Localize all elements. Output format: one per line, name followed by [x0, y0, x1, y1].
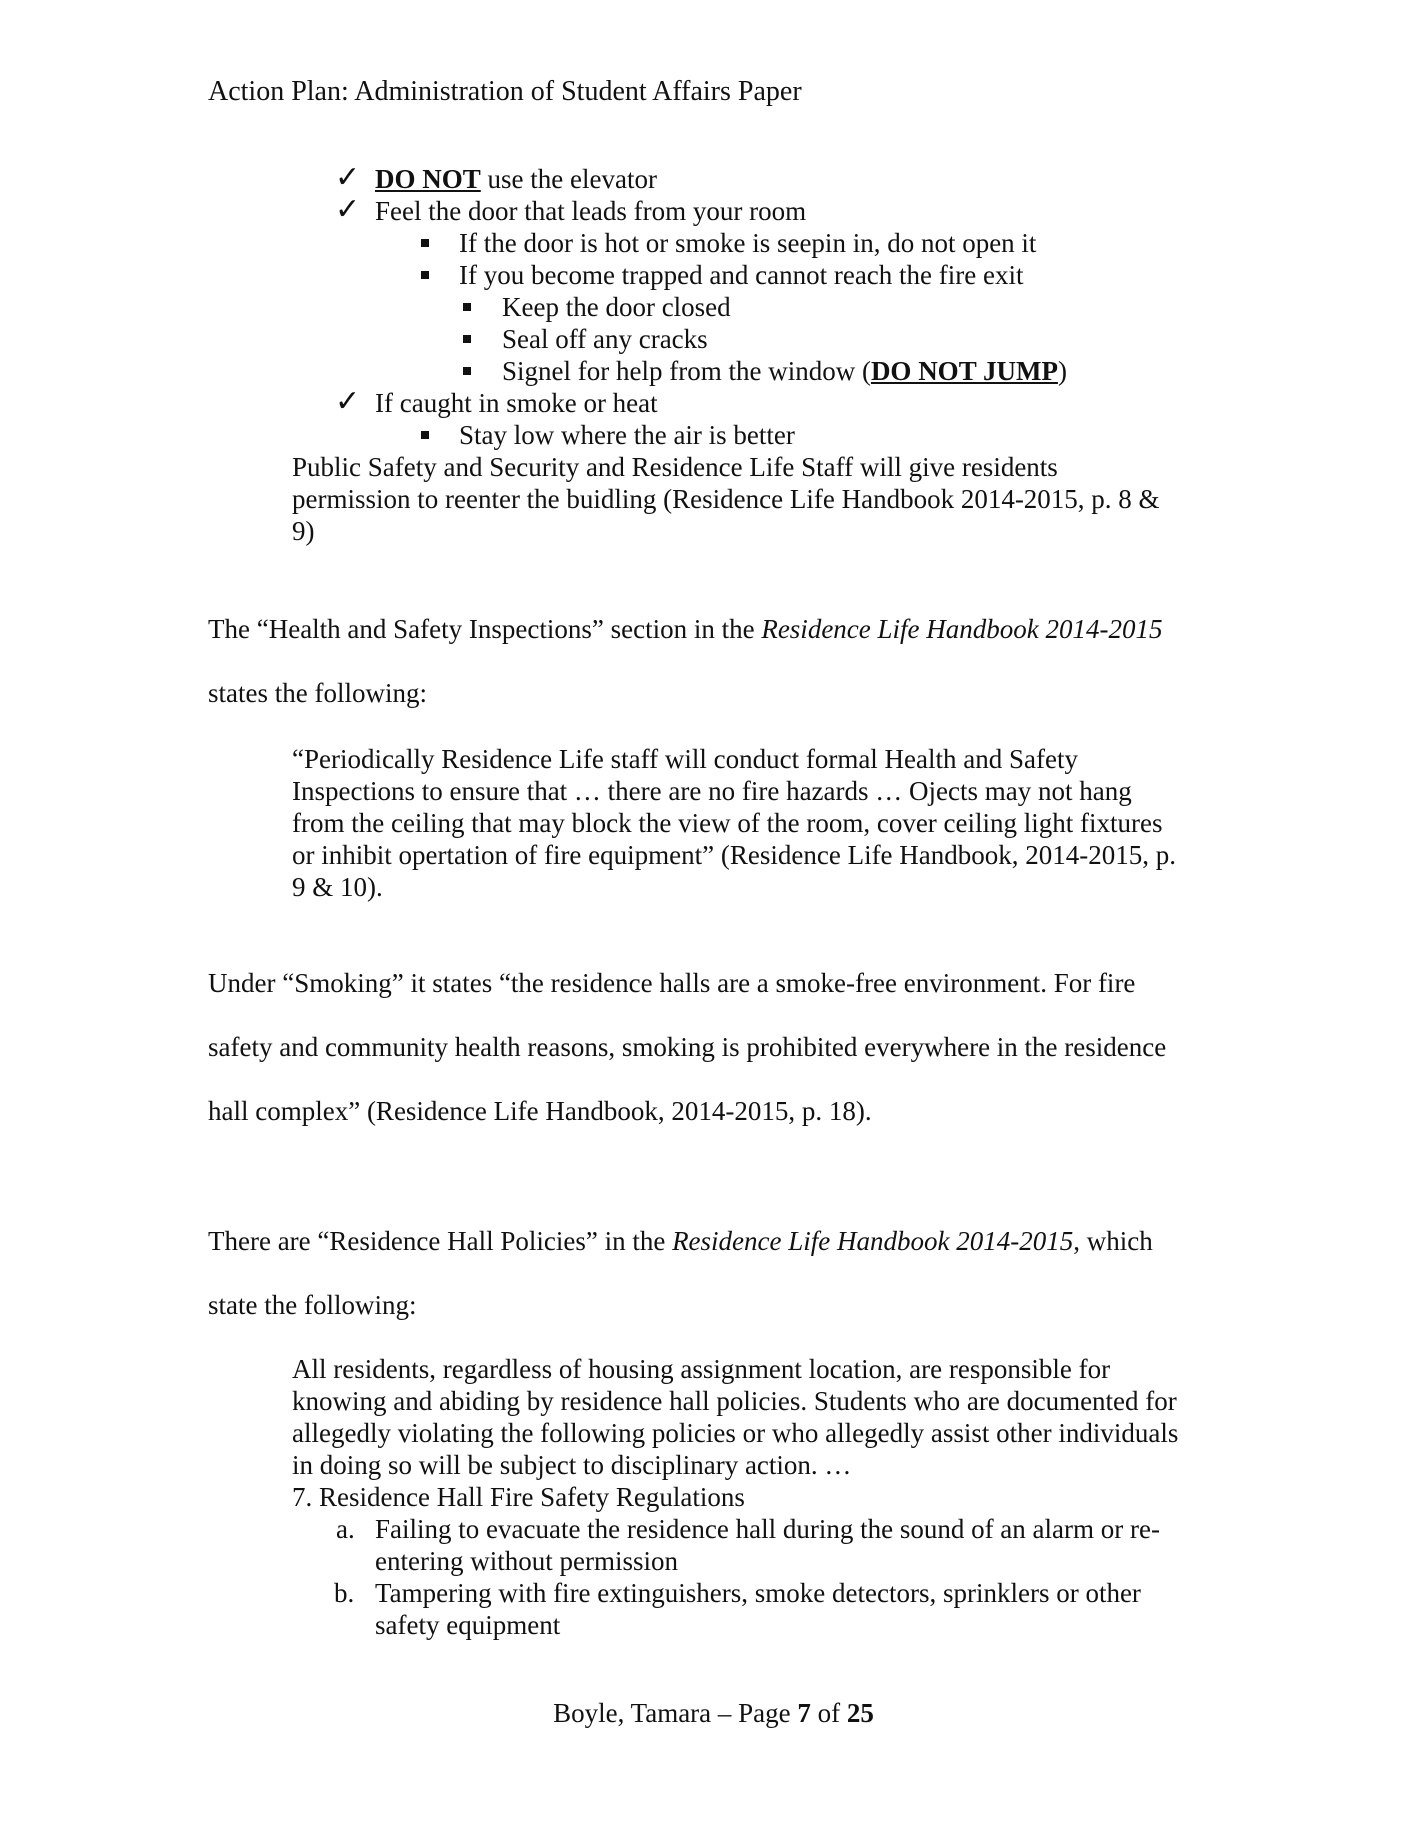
block-quote-line: knowing and abiding by residence hall policies. Students who are documented for — [292, 1386, 1177, 1416]
list-item-text: ) — [1057, 356, 1067, 386]
body-paragraph-line: safety and community health reasons, smoking is prohibited everywhere in the residence — [208, 1032, 1167, 1062]
checkmark-icon: ✓ — [335, 160, 361, 195]
list-item: If caught in smoke or heat — [375, 388, 658, 418]
reenter-text: permission to reenter the buidling (Residence Life Handbook 2014-2015, p. 8 & — [292, 484, 1160, 514]
list-item — [502, 358, 1067, 385]
body-paragraph-line — [208, 616, 1163, 643]
list-item — [375, 166, 657, 193]
regulation-heading: 7. Residence Hall Fire Safety Regulations — [292, 1482, 745, 1512]
list-item: Failing to evacuate the residence hall during the sound of an alarm or re- — [375, 1514, 1160, 1544]
list-item-text: Signel for help from the window ( — [502, 356, 871, 386]
list-item: entering without permission — [375, 1546, 678, 1576]
body-paragraph-line: state the following: — [208, 1290, 417, 1320]
square-bullet-icon — [421, 239, 429, 247]
footer-author: Boyle, Tamara – Page — [553, 1698, 798, 1728]
block-quote-line: Inspections to ensure that … there are no fire hazards … Ojects may not hang — [292, 776, 1132, 806]
body-paragraph-line: Under “Smoking” it states “the residence halls are a smoke-free environment. For fire — [208, 968, 1136, 998]
handbook-title: Residence Life Handbook 2014-2015 — [761, 614, 1163, 644]
page-total: 25 — [846, 1698, 874, 1728]
square-bullet-icon — [421, 271, 429, 279]
page-footer — [0, 1698, 1427, 1729]
body-text: , which — [1073, 1226, 1153, 1256]
list-item: Stay low where the air is better — [459, 420, 795, 450]
square-bullet-icon — [463, 335, 471, 343]
block-quote-line: or inhibit opertation of fire equipment” (Residence Life Handbook, 2014-2015, p. — [292, 840, 1177, 870]
list-item: Seal off any cracks — [502, 324, 708, 354]
body-paragraph-line — [208, 1228, 1153, 1255]
block-quote-line: in doing so will be subject to disciplinary action. … — [292, 1450, 852, 1480]
block-quote-line: “Periodically Residence Life staff will conduct formal Health and Safety — [292, 744, 1078, 774]
emphasis-text: DO NOT JUMP — [870, 356, 1058, 386]
list-item-text: use the elevator — [480, 164, 657, 194]
body-text: The “Health and Safety Inspections” section in the — [208, 614, 762, 644]
footer-of: of — [810, 1698, 847, 1728]
list-item: If the door is hot or smoke is seepin in, do not open it — [459, 228, 1037, 258]
list-label: a. — [336, 1514, 355, 1544]
checkmark-icon: ✓ — [335, 384, 361, 419]
block-quote-line: allegedly violating the following policies or who allegedly assist other individuals — [292, 1418, 1179, 1448]
body-text: There are “Residence Hall Policies” in the — [208, 1226, 673, 1256]
reenter-text: Public Safety and Security and Residence Life Staff will give residents — [292, 452, 1058, 482]
list-item: Keep the door closed — [502, 292, 731, 322]
emphasis-text: DO NOT — [375, 164, 481, 194]
list-item: If you become trapped and cannot reach the fire exit — [459, 260, 1024, 290]
list-item: Tampering with fire extinguishers, smoke detectors, sprinklers or other — [375, 1578, 1141, 1608]
square-bullet-icon — [421, 431, 429, 439]
body-paragraph-line: states the following: — [208, 678, 427, 708]
list-item: Feel the door that leads from your room — [375, 196, 807, 226]
block-quote-line: All residents, regardless of housing assignment location, are responsible for — [292, 1354, 1111, 1384]
list-item: safety equipment — [375, 1610, 561, 1640]
body-paragraph-line: hall complex” (Residence Life Handbook, 2014-2015, p. 18). — [208, 1096, 872, 1126]
checkmark-icon: ✓ — [335, 192, 361, 227]
square-bullet-icon — [463, 367, 471, 375]
list-label: b. — [334, 1578, 355, 1608]
block-quote-line: from the ceiling that may block the view of the room, cover ceiling light fixtures — [292, 808, 1163, 838]
page-number: 7 — [797, 1698, 811, 1728]
reenter-text: 9) — [292, 516, 315, 546]
square-bullet-icon — [463, 303, 471, 311]
handbook-title: Residence Life Handbook 2014-2015 — [672, 1226, 1074, 1256]
block-quote-line: 9 & 10). — [292, 872, 383, 902]
running-header: Action Plan: Administration of Student Affairs Paper — [208, 76, 802, 107]
